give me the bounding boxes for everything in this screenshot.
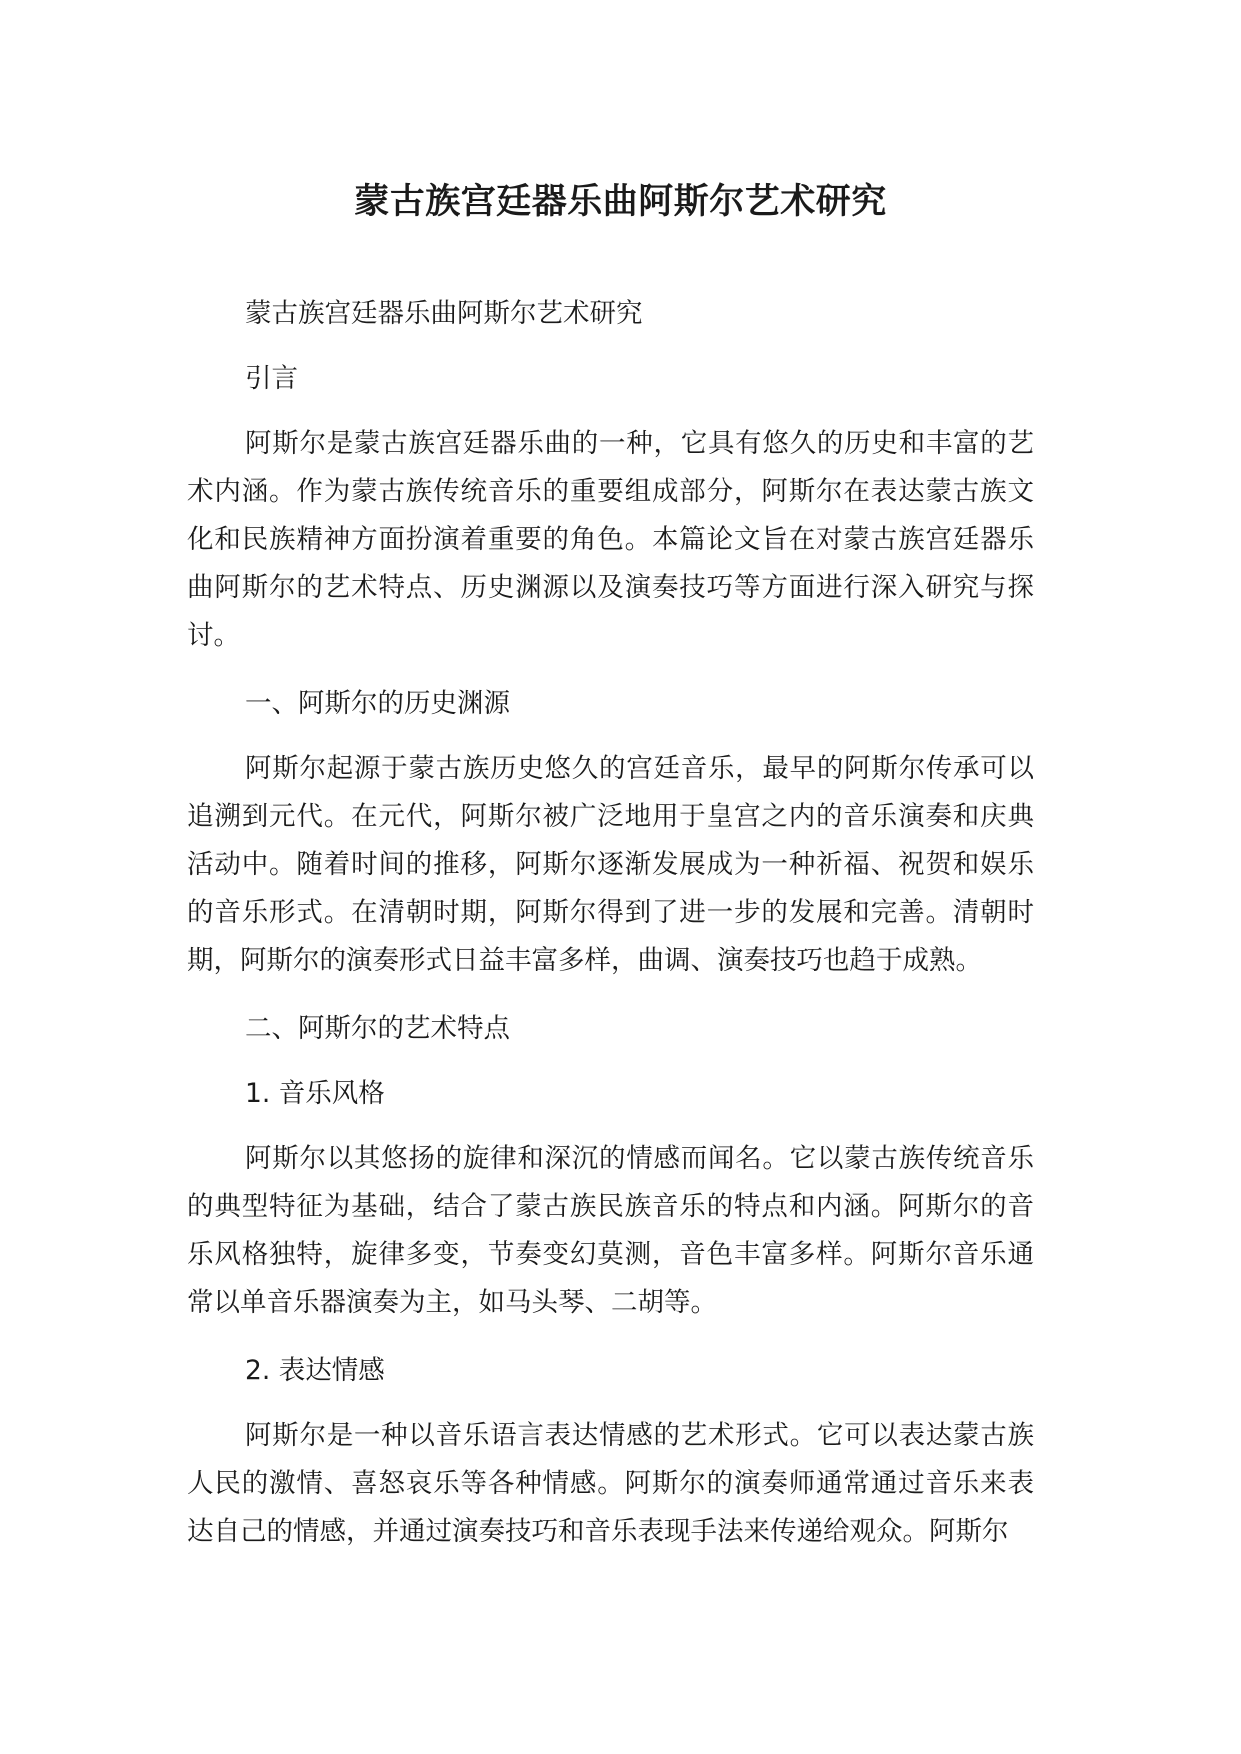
section1-heading: 一、阿斯尔的历史渊源 — [245, 688, 510, 719]
section2-1-paragraph: 阿斯尔以其悠扬的旋律和深沉的情感而闻名。它以蒙古族传统音乐的典型特征为基础，结合了蒙古族民族音乐的特点和内涵。阿斯尔的音乐风格独特，旋律多变，节奏变幻莫测，音色丰富多样。阿斯尔音乐通常以单音乐器演奏为主，如马头琴、二胡等。 — [187, 1143, 1034, 1318]
spacer — [187, 403, 1034, 420]
spacer — [187, 728, 1034, 745]
intro-paragraph: 阿斯尔是蒙古族宫廷器乐曲的一种，它具有悠久的历史和丰富的艺术内涵。作为蒙古族传统音乐的重要组成部分，阿斯尔在表达蒙古族文化和民族精神方面扮演着重要的角色。本篇论文旨在对蒙古族宫廷器乐曲阿斯尔的艺术特点、历史渊源以及演奏技巧等方面进行深入研究与探讨。 — [187, 428, 1034, 651]
spacer — [187, 660, 1034, 680]
intro-heading: 引言 — [245, 363, 298, 394]
document-subtitle: 蒙古族宫廷器乐曲阿斯尔艺术研究 — [245, 298, 643, 329]
spacer — [187, 1395, 1034, 1412]
section2-heading: 二、阿斯尔的艺术特点 — [245, 1013, 510, 1044]
spacer — [187, 1327, 1034, 1347]
spacer — [187, 1053, 1034, 1070]
spacer — [187, 338, 1034, 355]
spacer — [187, 985, 1034, 1005]
spacer — [187, 1118, 1034, 1135]
section2-2-heading: 2. 表达情感 — [245, 1355, 385, 1386]
document-title: 蒙古族宫廷器乐曲阿斯尔艺术研究 — [354, 182, 887, 222]
section2-2-paragraph: 阿斯尔是一种以音乐语言表达情感的艺术形式。它可以表达蒙古族人民的激情、喜怒哀乐等各种情感。阿斯尔的演奏师通常通过音乐来表达自己的情感，并通过演奏技巧和音乐表现手法来传递给观众。阿斯尔 — [187, 1420, 1034, 1547]
section2-1-heading: 1. 音乐风格 — [245, 1078, 385, 1109]
section1-paragraph: 阿斯尔起源于蒙古族历史悠久的宫廷音乐，最早的阿斯尔传承可以追溯到元代。在元代，阿斯尔被广泛地用于皇宫之内的音乐演奏和庆典活动中。随着时间的推移，阿斯尔逐渐发展成为一种祈福、祝贺和娱乐的音乐形式。在清朝时期，阿斯尔得到了进一步的发展和完善。清朝时期，阿斯尔的演奏形式日益丰富多样，曲调、演奏技巧也趋于成熟。 — [187, 753, 1034, 976]
document-body — [187, 290, 1034, 1556]
